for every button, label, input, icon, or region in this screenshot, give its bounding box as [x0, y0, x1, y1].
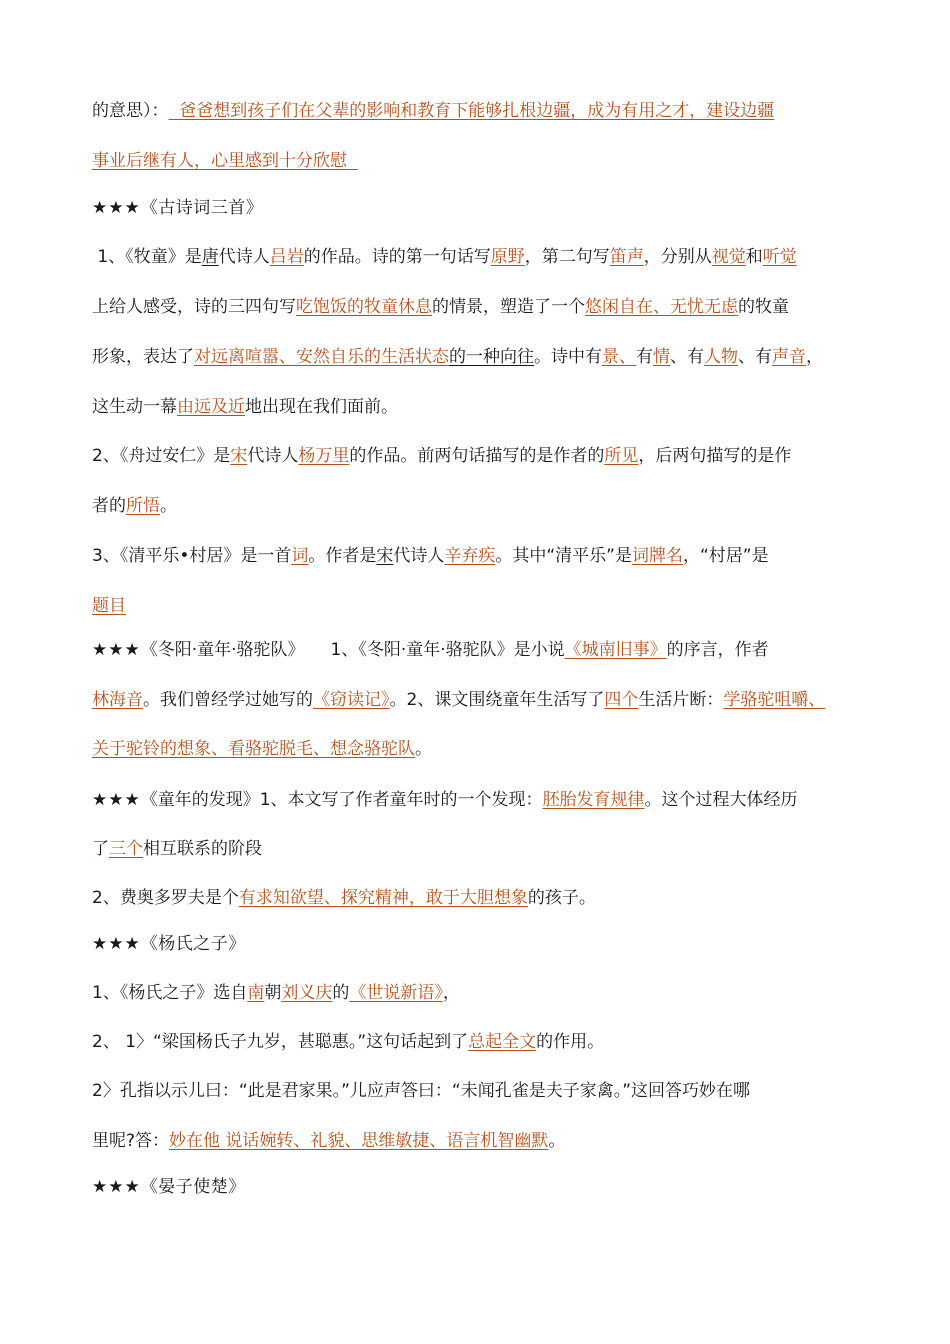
text: 了	[92, 839, 109, 859]
text: 地出现在我们面前。	[245, 397, 398, 417]
paragraph-yangshi-1	[92, 981, 460, 1005]
text: 。作者是	[308, 546, 377, 566]
text: 1、《冬阳·童年·骆驼队》是小说	[330, 640, 565, 660]
section-dongyang-3	[92, 737, 432, 761]
text: 的作品。前两句话描写的是作者的	[349, 446, 605, 466]
answer: 妙在他 说话婉转、礼貌、思维敏捷、语言机智幽默	[169, 1131, 549, 1151]
text: 形象，表达了	[92, 347, 194, 367]
answer: 吕岩	[269, 247, 304, 267]
star-rating: ★★★	[92, 934, 141, 954]
text: ，分别从	[643, 247, 712, 267]
paragraph-zhouguo-anren-2	[92, 494, 177, 518]
answer: 悠闲自在、无忧无虑	[585, 297, 738, 317]
text: 的作用。	[536, 1032, 605, 1052]
text: 2、费奥多罗夫是个	[92, 888, 239, 908]
text: 、有	[670, 347, 704, 367]
answer: 《世说新语》	[349, 983, 443, 1003]
answer: 南	[247, 983, 265, 1003]
text: 代诗人	[218, 247, 270, 267]
paragraph-qingpingle-2	[92, 594, 126, 618]
answer: 所悟	[126, 496, 160, 516]
answer: 爸爸想到孩子们在父辈的影响和教育下能够扎根边疆，成为有用之才，建设边疆	[168, 101, 775, 121]
answer: 题目	[92, 596, 126, 616]
answer: 宋	[230, 446, 248, 466]
text: 2〉孔指以示儿曰：“此是君家果。”儿应声答曰：“未闻孔雀是夫子家禽。”这回答巧妙在哪	[92, 1081, 751, 1101]
text: 上给人感受，诗的三四句写	[92, 297, 296, 317]
text: 里呢?答：	[92, 1131, 170, 1151]
answer: 有求知欲望、探究精神，敢于大胆想象	[238, 888, 528, 908]
line-fathers-meaning-cont	[92, 149, 358, 173]
text: 的意思）：	[92, 101, 169, 121]
answer: 对远离喧嚣、安然自乐的生活状态	[194, 347, 449, 367]
star-rating: ★★★	[92, 640, 141, 660]
answer: 原野	[490, 247, 525, 267]
star-rating: ★★★	[92, 790, 141, 810]
text: 1、《牧童》是	[92, 247, 202, 267]
text: 代诗人	[247, 446, 299, 466]
answer: 吃饱饭的牧童休息	[296, 297, 432, 317]
section-dongyang	[92, 638, 769, 662]
text: 的作品。诗的第一句话写	[303, 247, 491, 267]
text: 2、《舟过安仁》是	[92, 446, 231, 466]
paragraph-yangshi-2	[92, 1030, 604, 1054]
text: 唐	[201, 247, 219, 267]
answer: 情	[653, 347, 670, 367]
answer: 总起全文	[468, 1032, 537, 1052]
answer: 视觉	[711, 247, 746, 267]
paragraph-zhouguo-anren	[92, 444, 791, 468]
answer: 景、	[602, 347, 636, 367]
text: 朝	[264, 983, 282, 1003]
star-rating: ★★★	[92, 1177, 141, 1197]
section-title: 《童年的发现》	[140, 790, 260, 810]
text: 的一种向往	[449, 347, 534, 367]
answer: 笛声	[609, 247, 644, 267]
text: 者的	[92, 496, 126, 516]
section-heading-yangshi	[92, 932, 246, 956]
text: 、有	[738, 347, 772, 367]
answer: 关于驼铃的想象、看骆驼脱毛、想念骆驼队	[92, 739, 415, 759]
star-rating: ★★★	[92, 198, 141, 218]
paragraph-qingpingle	[92, 544, 769, 568]
answer: 三个	[109, 839, 143, 859]
text: 的序言，作者	[666, 640, 769, 660]
text: 相互联系的阶段	[143, 839, 262, 859]
answer: 声音	[772, 347, 806, 367]
text: 的牧童	[738, 297, 789, 317]
section-tongnian-faxian	[92, 788, 798, 812]
line-fathers-meaning	[92, 99, 774, 123]
section-dongyang-2	[92, 688, 825, 712]
paragraph-mutong-4	[92, 395, 398, 419]
answer: 刘义庆	[281, 983, 333, 1003]
answer: 词牌名	[631, 546, 683, 566]
answer: 胚胎发育规律	[542, 790, 645, 810]
text: 。其中“清平乐”是	[495, 546, 632, 566]
text: 的	[332, 983, 350, 1003]
text: 。2、课文围绕童年生活写了	[389, 690, 605, 710]
text: 宋	[376, 546, 394, 566]
text: ，后两句描写的是作	[638, 446, 792, 466]
text: 。诗中有	[534, 347, 602, 367]
paragraph-yangshi-3	[92, 1079, 750, 1103]
text: 。我们曾经学过她写的	[143, 690, 313, 710]
text: ，	[806, 347, 823, 367]
answer: 人物	[704, 347, 738, 367]
answer: 四个	[604, 690, 639, 710]
text: 。	[160, 496, 177, 516]
text: 。这个过程大体经历	[644, 790, 798, 810]
section-title: 《古诗词三首》	[140, 198, 264, 218]
answer: 事业后继有人，心里感到十分欣慰	[92, 151, 358, 171]
answer: 《窃读记》	[313, 690, 390, 710]
section-title: 《晏子使楚》	[140, 1177, 246, 1197]
section-heading-three-poems	[92, 196, 263, 220]
text: 和	[745, 247, 763, 267]
answer: 听觉	[762, 247, 797, 267]
section-tongnian-faxian-2	[92, 837, 262, 861]
text: 有	[636, 347, 653, 367]
paragraph-mutong-2	[92, 295, 789, 319]
answer: 所见	[604, 446, 639, 466]
text: 的情景，塑造了一个	[432, 297, 585, 317]
text: 1、《杨氏之子》选自	[92, 983, 248, 1003]
answer: 词	[291, 546, 309, 566]
text: 1、本文写了作者童年时的一个发现：	[259, 790, 543, 810]
text: ，“村居”是	[682, 546, 769, 566]
text: 3、《清平乐•村居》是一首	[92, 546, 292, 566]
text: 的孩子。	[527, 888, 596, 908]
section-title: 《杨氏之子》	[140, 934, 246, 954]
answer: 辛弃疾	[444, 546, 496, 566]
answer: 《城南旧事》	[564, 640, 667, 660]
text: 生活片断：	[638, 690, 724, 710]
paragraph-fedorov	[92, 886, 596, 910]
text: ，第二句写	[524, 247, 610, 267]
paragraph-mutong	[92, 245, 797, 269]
answer: 学骆驼咀嚼、	[723, 690, 826, 710]
paragraph-yangshi-3b	[92, 1129, 565, 1153]
section-title: 《冬阳·童年·骆驼队》	[140, 640, 305, 660]
text: 代诗人	[393, 546, 445, 566]
text: 2、 1〉“梁国杨氏子九岁，甚聪惠。”这句话起到了	[92, 1032, 469, 1052]
text: 这生动一幕	[92, 397, 177, 417]
answer: 杨万里	[298, 446, 350, 466]
text: 。	[548, 1131, 566, 1151]
text: 。	[415, 739, 432, 759]
section-heading-yanzi	[92, 1175, 246, 1199]
answer: 林海音	[92, 690, 143, 710]
text: ，	[442, 983, 460, 1003]
answer: 由远及近	[177, 397, 245, 417]
paragraph-mutong-3	[92, 345, 823, 369]
